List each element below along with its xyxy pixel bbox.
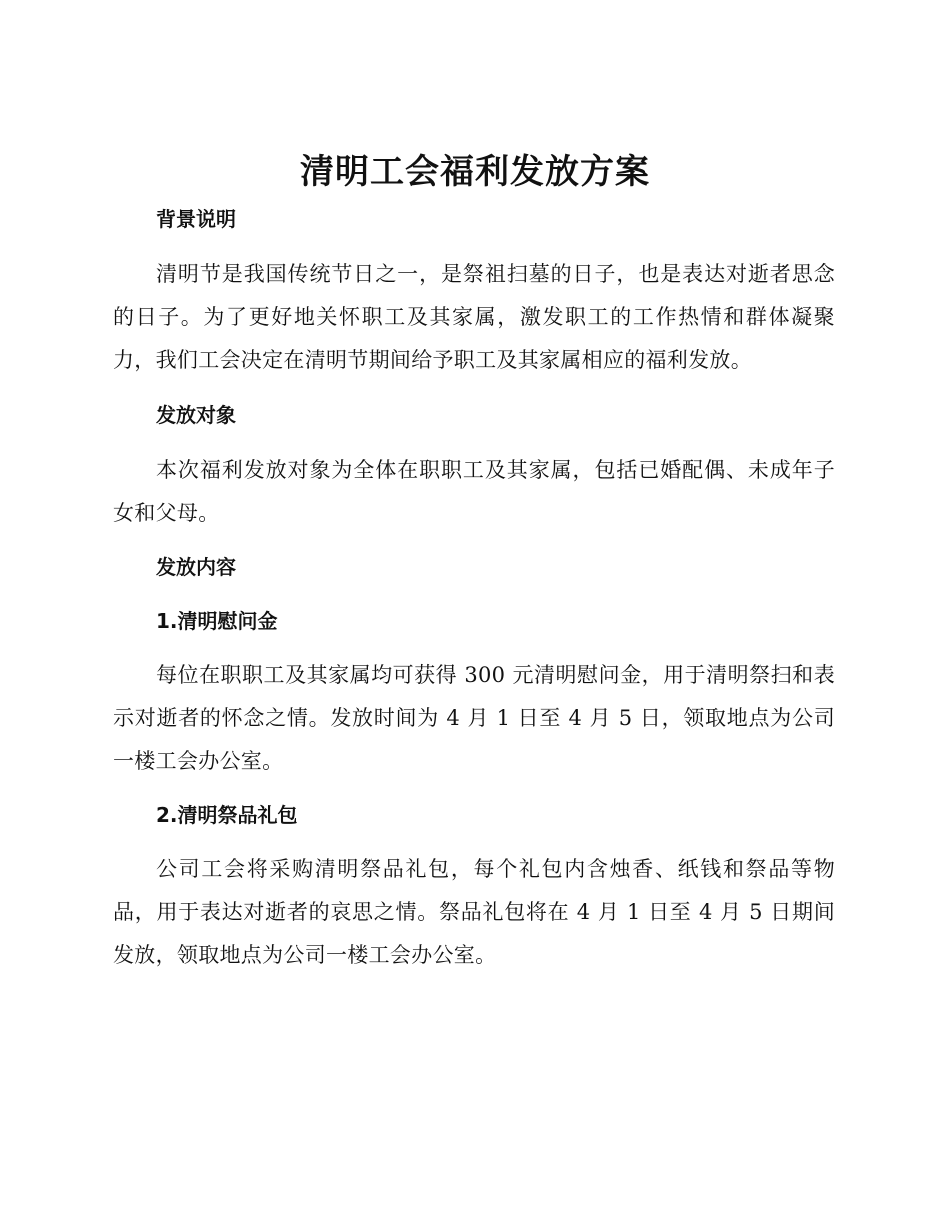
subsection-paragraph-gift-pack: 公司工会将采购清明祭品礼包，每个礼包内含烛香、纸钱和祭品等物品，用于表达对逝者的哀思之情。祭品礼包将在 4 月 1 日至 4 月 5 日期间发放，领取地点为公司一楼工会办公室。 xyxy=(113,857,835,967)
section-paragraph-background: 清明节是我国传统节日之一，是祭祖扫墓的日子，也是表达对逝者思念的日子。为了更好地关怀职工及其家属，激发职工的工作热情和群体凝聚力，我们工会决定在清明节期间给予职工及其家属相应的福利发放。 xyxy=(113,262,835,372)
section-heading-recipients: 发放对象 xyxy=(156,403,236,427)
section-paragraph-recipients: 本次福利发放对象为全体在职职工及其家属，包括已婚配偶、未成年子女和父母。 xyxy=(113,458,835,525)
subsection-heading-gift-pack: 2.清明祭品礼包 xyxy=(156,803,298,827)
subsection-heading-condolence-money: 1.清明慰问金 xyxy=(156,609,278,633)
section-heading-background: 背景说明 xyxy=(156,207,236,231)
section-heading-content: 发放内容 xyxy=(156,555,236,579)
document-title: 清明工会福利发放方案 xyxy=(300,152,650,192)
subsection-paragraph-condolence-money: 每位在职职工及其家属均可获得 300 元清明慰问金，用于清明祭扫和表示对逝者的怀念之情。发放时间为 4 月 1 日至 4 月 5 日，领取地点为公司一楼工会办公室。 xyxy=(113,663,835,773)
